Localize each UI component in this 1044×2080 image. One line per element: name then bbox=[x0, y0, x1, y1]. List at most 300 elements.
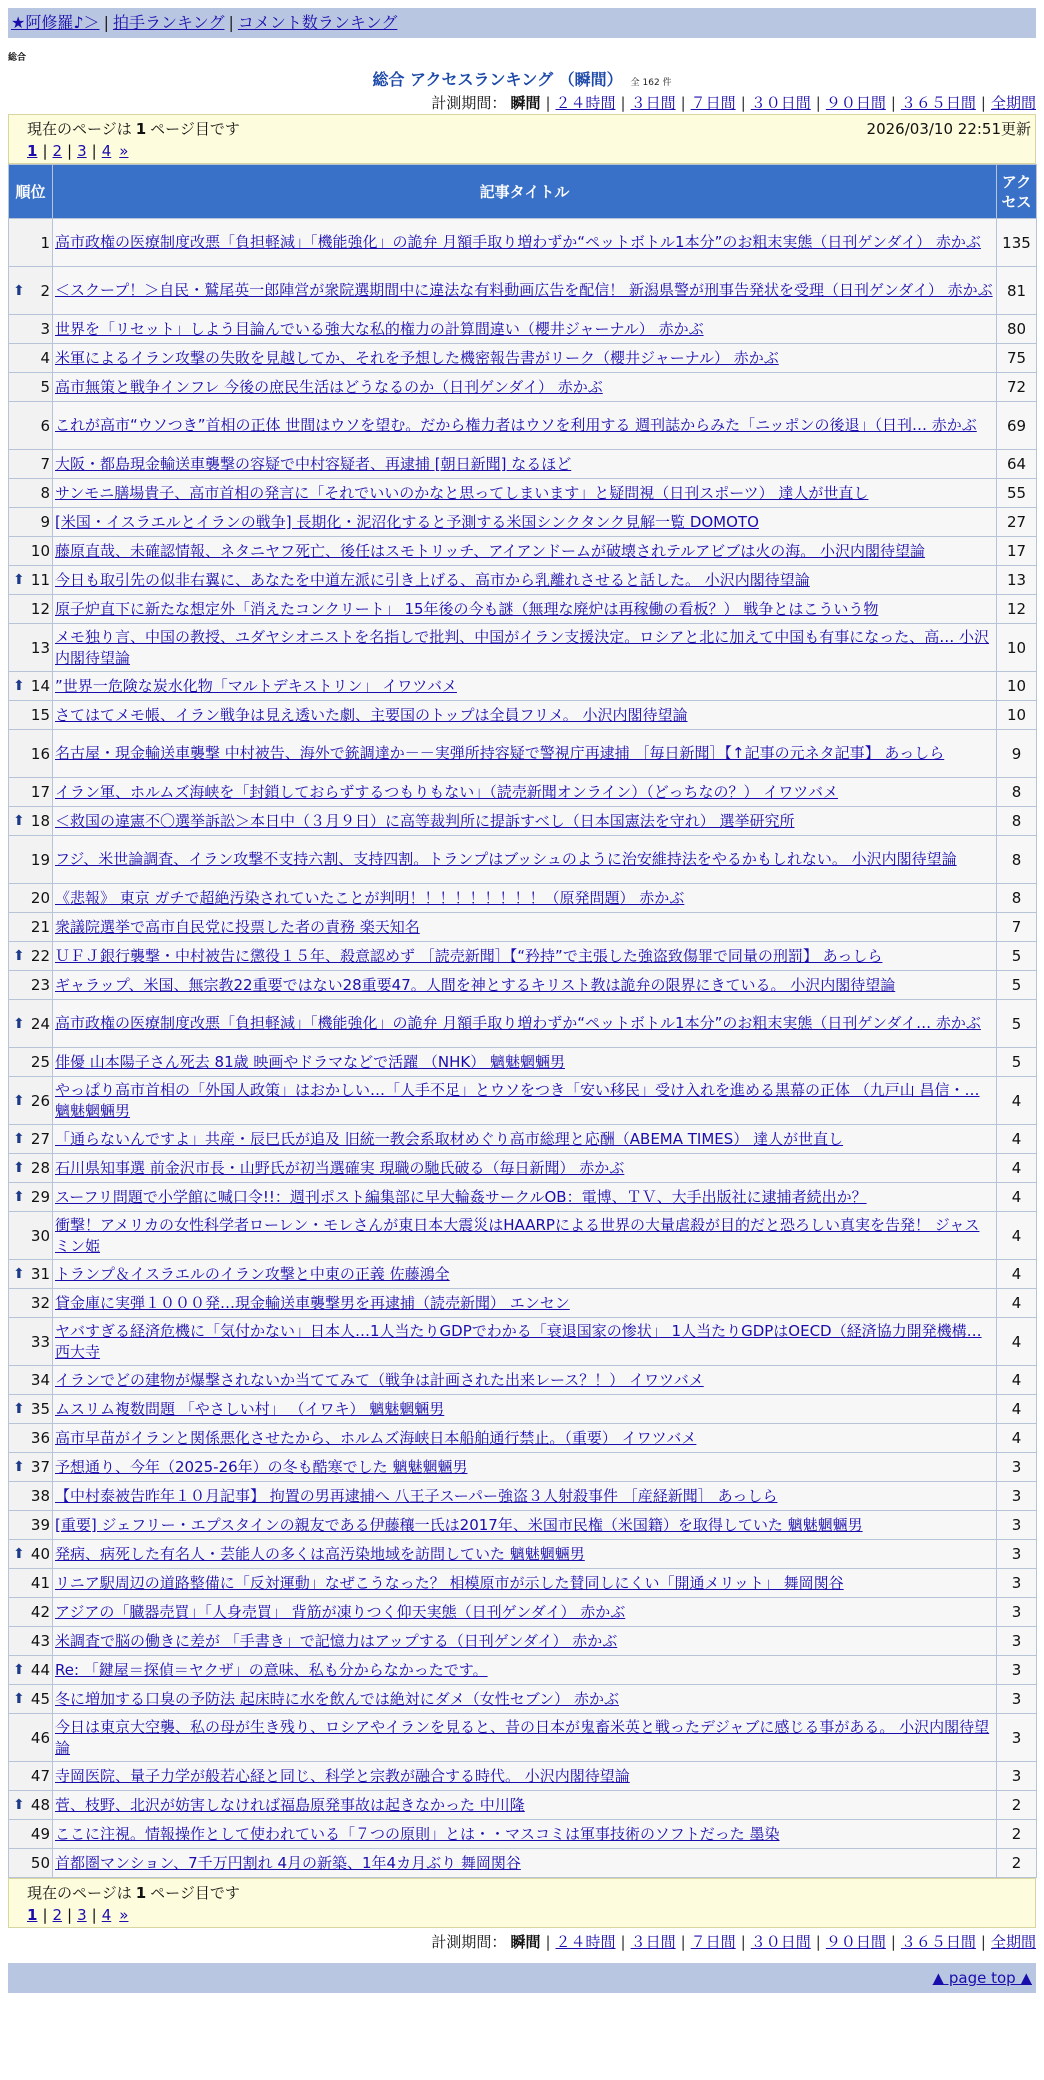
rank-cell bbox=[9, 1627, 53, 1656]
rank-up-arrow-icon: ⬆ bbox=[13, 948, 25, 964]
page-link[interactable]: 4 bbox=[101, 142, 112, 160]
article-title-link[interactable]: 首都圏マンション、7千万円割れ 4月の新築、1年4カ月ぶり 舞岡関谷 bbox=[55, 1853, 521, 1872]
title-cell bbox=[53, 1318, 997, 1366]
table-row bbox=[9, 701, 1037, 730]
home-link[interactable]: ★阿修羅♪＞ bbox=[11, 13, 100, 32]
period-link[interactable]: 全期間 bbox=[990, 94, 1036, 112]
current-page-number: 1 bbox=[135, 120, 147, 138]
article-title-link[interactable]: 高市政権の医療制度改悪「負担軽減」「機能強化」の詭弁 月額手取り増わずか“ペットボトル1本分”のお粗末実態（日刊ゲンダイ） 赤かぶ bbox=[55, 233, 981, 251]
rank-cell bbox=[9, 1849, 53, 1878]
access-count: 3 bbox=[997, 1482, 1037, 1511]
period-separator: | bbox=[545, 1933, 551, 1951]
total-count: 全 162 件 bbox=[630, 78, 672, 88]
access-count: 3 bbox=[997, 1540, 1037, 1569]
rank-cell bbox=[9, 730, 53, 778]
period-separator: | bbox=[620, 1933, 626, 1951]
article-title-link[interactable]: ギャラップ、米国、無宗教22重要ではない28重要47。人間を神とするキリスト教は詭弁の限界にきている。 小沢内閣待望論 bbox=[55, 975, 896, 994]
access-count: 3 bbox=[997, 1627, 1037, 1656]
title-cell bbox=[53, 778, 997, 807]
current-page-number: 1 bbox=[135, 1884, 147, 1902]
title-cell bbox=[53, 450, 997, 479]
rank-cell bbox=[9, 1260, 53, 1289]
access-count: 4 bbox=[997, 1424, 1037, 1453]
rank-cell bbox=[9, 942, 53, 971]
access-count: 72 bbox=[997, 373, 1037, 402]
title-cell bbox=[53, 595, 997, 624]
period-link[interactable]: ９０日間 bbox=[825, 1933, 886, 1951]
rank-number: 47 bbox=[30, 1767, 50, 1785]
rank-number: 33 bbox=[30, 1332, 50, 1351]
title-cell bbox=[53, 219, 997, 267]
rank-number: 38 bbox=[30, 1487, 50, 1505]
table-row bbox=[9, 913, 1037, 942]
rank-number: 31 bbox=[30, 1265, 50, 1283]
rank-cell bbox=[9, 807, 53, 836]
period-link[interactable]: ３０日間 bbox=[750, 1933, 811, 1951]
table-row bbox=[9, 219, 1037, 267]
access-count: 64 bbox=[997, 450, 1037, 479]
page-link[interactable]: 3 bbox=[77, 142, 87, 160]
period-link[interactable]: ３日間 bbox=[630, 1933, 676, 1951]
article-title-link[interactable]: 藤原直哉、未確認情報、ネタニヤフ死亡、後任はスモトリッチ、アイアンドームが破壊されテルアビブは火の海。 小沢内閣待望論 bbox=[55, 541, 925, 560]
access-count: 2 bbox=[997, 1849, 1037, 1878]
title-cell bbox=[53, 1714, 997, 1762]
article-title-link[interactable]: 寺岡医院、量子力学が般若心経と同じ、科学と宗教が融合する時代。 小沢内閣待望論 bbox=[55, 1766, 630, 1785]
period-separator: | bbox=[980, 94, 986, 112]
article-title-link[interactable]: メモ独り言、中国の教授、ユダヤシオニストを名指しで批判、中国がイラン支援決定。ロシアと北に加えて中国も有事になった、高… 小沢内閣待望論 bbox=[55, 627, 990, 667]
period-selector-bottom bbox=[8, 1931, 1036, 1953]
rank-cell bbox=[9, 1154, 53, 1183]
rank-cell bbox=[9, 537, 53, 566]
rank-number: 50 bbox=[30, 1854, 50, 1872]
rank-up-arrow-icon: ⬆ bbox=[13, 1160, 25, 1176]
rank-number: 10 bbox=[30, 542, 50, 560]
access-count: 9 bbox=[997, 730, 1037, 778]
period-separator: | bbox=[680, 94, 686, 112]
rank-number: 49 bbox=[30, 1825, 50, 1843]
access-count: 4 bbox=[997, 1260, 1037, 1289]
title-cell bbox=[53, 1685, 997, 1714]
rank-cell bbox=[9, 1791, 53, 1820]
article-title-link[interactable]: 石川県知事選 前金沢市長・山野氏が初当選確実 現職の馳氏破る（毎日新聞） 赤かぶ bbox=[55, 1158, 625, 1177]
article-title-link[interactable]: ヤバすぎる経済危機に「気付かない」日本人…1人当たりGDPでわかる「衰退国家の惨状」 1人当たりGDPはOECD（経済協力開発機構… 西大寺 bbox=[55, 1321, 982, 1361]
comment-ranking-link[interactable]: コメント数ランキング bbox=[237, 13, 398, 32]
rank-cell bbox=[9, 672, 53, 701]
table-row bbox=[9, 1762, 1037, 1791]
rank-up-arrow-icon: ⬆ bbox=[13, 1691, 25, 1707]
rank-cell bbox=[9, 267, 53, 315]
article-title-link[interactable]: 世界を「リセット」しよう目論んでいる強大な私的権力の計算間違い（櫻井ジャーナル） 赤かぶ bbox=[55, 319, 704, 338]
article-title-link[interactable]: Re: 「鍵屋＝探偵＝ヤクザ」の意味、私も分からなかったです。 bbox=[55, 1660, 488, 1679]
rank-up-arrow-icon: ⬆ bbox=[13, 1266, 25, 1282]
access-count: 75 bbox=[997, 344, 1037, 373]
rank-number: 8 bbox=[40, 484, 50, 502]
period-separator: | bbox=[545, 94, 551, 112]
rank-cell bbox=[9, 479, 53, 508]
access-count: 5 bbox=[997, 1000, 1037, 1048]
title-cell bbox=[53, 1395, 997, 1424]
article-title-link[interactable]: これが高市“ウソつき”首相の正体 世間はウソを望む。だから権力者はウソを利用する 週刊誌からみた「ニッポンの後退」（日刊… 赤かぶ bbox=[55, 416, 977, 434]
title-cell bbox=[53, 344, 997, 373]
access-count: 4 bbox=[997, 1154, 1037, 1183]
rank-number: 20 bbox=[30, 889, 50, 907]
article-title-link[interactable]: イランでどの建物が爆撃されないか当ててみて（戦争は計画された出来レース？！） イワツバメ bbox=[55, 1370, 704, 1389]
table-row bbox=[9, 1540, 1037, 1569]
rank-number: 23 bbox=[30, 976, 50, 994]
access-count: 4 bbox=[997, 1212, 1037, 1260]
rank-cell bbox=[9, 1212, 53, 1260]
table-row bbox=[9, 1598, 1037, 1627]
period-separator: | bbox=[890, 1933, 896, 1951]
period-current: 瞬間 bbox=[510, 1933, 541, 1951]
article-title-link[interactable]: ここに注視。情報操作として使われている「７つの原則」とは・・マスコミは軍事技術のソフトだった 墨染 bbox=[55, 1824, 780, 1843]
rank-cell bbox=[9, 1820, 53, 1849]
rank-cell bbox=[9, 1183, 53, 1212]
rank-number: 29 bbox=[30, 1188, 50, 1206]
article-title-link[interactable]: 貸金庫に実弾１０００発…現金輸送車襲撃男を再逮捕（読売新聞） エンセン bbox=[55, 1293, 570, 1312]
access-header: アクセス bbox=[997, 165, 1037, 219]
rank-cell bbox=[9, 1048, 53, 1077]
rank-number: 35 bbox=[30, 1400, 50, 1418]
access-count: 10 bbox=[997, 672, 1037, 701]
period-link[interactable]: ３６５日間 bbox=[900, 1933, 976, 1951]
rank-number: 21 bbox=[30, 918, 50, 936]
rank-cell bbox=[9, 1289, 53, 1318]
article-title-link[interactable]: ”世界一危険な炭水化物「マルトデキストリン」 イワツバメ bbox=[55, 676, 457, 695]
rank-number: 16 bbox=[30, 744, 50, 763]
rank-up-arrow-icon: ⬆ bbox=[13, 1797, 25, 1813]
rank-number: 41 bbox=[30, 1574, 50, 1592]
title-cell bbox=[53, 1183, 997, 1212]
title-cell bbox=[53, 1212, 997, 1260]
rank-up-arrow-icon: ⬆ bbox=[13, 1459, 25, 1475]
table-row bbox=[9, 1424, 1037, 1453]
rank-number: 2 bbox=[40, 281, 50, 300]
table-row bbox=[9, 1791, 1037, 1820]
article-title-link[interactable]: リニア駅周辺の道路整備に「反対運動」なぜこうなった？ 相模原市が示した賛同しにくい「開通メリット」 舞岡関谷 bbox=[55, 1573, 844, 1592]
access-count: 4 bbox=[997, 1183, 1037, 1212]
table-row bbox=[9, 730, 1037, 778]
title-cell bbox=[53, 402, 997, 450]
period-current: 瞬間 bbox=[510, 94, 541, 112]
table-row bbox=[9, 1482, 1037, 1511]
table-row bbox=[9, 344, 1037, 373]
access-count: 5 bbox=[997, 971, 1037, 1000]
rank-number: 32 bbox=[30, 1294, 50, 1312]
title-cell bbox=[53, 1849, 997, 1878]
article-title-link[interactable]: 高市政権の医療制度改悪「負担軽減」「機能強化」の詭弁 月額手取り増わずか“ペットボトル1本分”のお粗末実態（日刊ゲンダイ… 赤かぶ bbox=[55, 1014, 981, 1032]
title-cell bbox=[53, 508, 997, 537]
access-count: 4 bbox=[997, 1125, 1037, 1154]
rank-up-arrow-icon: ⬆ bbox=[13, 1015, 25, 1032]
table-row bbox=[9, 1077, 1037, 1125]
access-count: 4 bbox=[997, 1366, 1037, 1395]
page-link[interactable]: 2 bbox=[52, 1906, 63, 1924]
period-separator: | bbox=[620, 94, 626, 112]
period-link[interactable]: ７日間 bbox=[690, 94, 736, 112]
rank-number: 18 bbox=[30, 812, 50, 830]
table-row bbox=[9, 836, 1037, 884]
title-cell bbox=[53, 373, 997, 402]
period-separator: | bbox=[740, 1933, 746, 1951]
access-count: 8 bbox=[997, 884, 1037, 913]
title-cell bbox=[53, 1424, 997, 1453]
title-cell bbox=[53, 1569, 997, 1598]
period-link[interactable]: ９０日間 bbox=[825, 94, 886, 112]
table-row bbox=[9, 1849, 1037, 1878]
page-title bbox=[8, 68, 1036, 92]
rank-number: 9 bbox=[40, 513, 50, 531]
access-count: 5 bbox=[997, 1048, 1037, 1077]
article-title-link[interactable]: 発病、病死した有名人・芸能人の多くは高汚染地域を訪問していた 魑魅魍魎男 bbox=[55, 1544, 585, 1563]
period-link[interactable]: ７日間 bbox=[690, 1933, 736, 1951]
rank-cell bbox=[9, 1685, 53, 1714]
title-cell bbox=[53, 1820, 997, 1849]
page-link[interactable]: 3 bbox=[77, 1906, 87, 1924]
access-count: 13 bbox=[997, 566, 1037, 595]
category-label: 総合 bbox=[8, 53, 27, 63]
updated-timestamp: 2026/03/10 22:51更新 bbox=[866, 120, 1031, 138]
rank-cell bbox=[9, 1000, 53, 1048]
title-cell bbox=[53, 884, 997, 913]
article-title-link[interactable]: 今日は東京大空襲、私の母が生き残り、ロシアやイランを見ると、昔の日本が鬼畜米英と戦ったデジャブに感じる事がある。 小沢内閣待望論 bbox=[55, 1717, 990, 1757]
rank-number: 11 bbox=[30, 571, 50, 589]
rank-cell bbox=[9, 971, 53, 1000]
access-count: 3 bbox=[997, 1762, 1037, 1791]
rank-number: 15 bbox=[30, 706, 50, 724]
rank-number: 7 bbox=[40, 455, 50, 473]
article-title-link[interactable]: 今日も取引先の似非右翼に、あなたを中道左派に引き上げる、高市から乳離れさせると話した。 小沢内閣待望論 bbox=[55, 570, 810, 589]
title-cell bbox=[53, 1598, 997, 1627]
rank-cell bbox=[9, 1656, 53, 1685]
article-title-link[interactable]: 名古屋・現金輸送車襲撃 中村被告、海外で銃調達か－－実弾所持容疑で警視庁再逮捕 ［毎日新聞］【↑記事の元ネタ記事】 あっしら bbox=[55, 744, 945, 762]
article-title-link[interactable]: 冬に増加する口臭の予防法 起床時に水を飲んでは絶対にダメ（女性セブン） 赤かぶ bbox=[55, 1689, 619, 1708]
table-row bbox=[9, 1048, 1037, 1077]
period-label: 計測期間： bbox=[431, 94, 507, 112]
rank-number: 14 bbox=[30, 677, 50, 695]
title-cell bbox=[53, 624, 997, 672]
article-title-link[interactable]: ＜救国の違憲不〇選挙訴訟＞本日中（３月９日）に高等裁判所に提訴すべし（日本国憲法を守れ） 選挙研究所 bbox=[55, 811, 795, 830]
pagination-separator: | bbox=[67, 1906, 73, 1924]
period-link[interactable]: ２４時間 bbox=[555, 94, 616, 112]
table-row bbox=[9, 1183, 1037, 1212]
article-title-link[interactable]: 高市早苗がイランと関係悪化させたから、ホルムズ海峡日本船舶通行禁止。（重要） イワツバメ bbox=[55, 1428, 697, 1447]
article-title-link[interactable]: スーフリ問題で小学館に喊口令!!：週刊ポスト編集部に早大輪姦サークルOB：電博、ＴＶ、大手出版社に逮捕者続出か？ bbox=[55, 1187, 867, 1206]
article-title-link[interactable]: 俳優 山本陽子さん死去 81歳 映画やドラマなどで活躍 （NHK） 魑魅魍魎男 bbox=[55, 1052, 565, 1071]
nav-separator: | bbox=[103, 13, 109, 32]
table-row bbox=[9, 595, 1037, 624]
rank-cell bbox=[9, 884, 53, 913]
title-cell bbox=[53, 1077, 997, 1125]
clap-ranking-link[interactable]: 拍手ランキング bbox=[112, 13, 225, 32]
rank-number: 45 bbox=[30, 1690, 50, 1708]
title-cell bbox=[53, 1154, 997, 1183]
article-title-link[interactable]: 米調査で脳の働きに差が 「手書き」で記憶力はアップする（日刊ゲンダイ） 赤かぶ bbox=[55, 1631, 618, 1650]
rank-up-arrow-icon: ⬆ bbox=[13, 572, 25, 588]
access-count: 8 bbox=[997, 807, 1037, 836]
table-row bbox=[9, 624, 1037, 672]
article-title-link[interactable]: イラン軍、ホルムズ海峡を「封鎖しておらずするつもりもない」（読売新聞オンライン）（どっちなの？） イワツバメ bbox=[55, 782, 838, 801]
rank-number: 34 bbox=[30, 1371, 50, 1389]
table-row bbox=[9, 450, 1037, 479]
article-title-link[interactable]: ムスリム複数問題 「やさしい村」 （イワキ） 魑魅魍魎男 bbox=[55, 1399, 445, 1418]
rank-up-arrow-icon: ⬆ bbox=[13, 1092, 25, 1109]
rank-cell bbox=[9, 315, 53, 344]
rank-cell bbox=[9, 1714, 53, 1762]
article-title-link[interactable]: [重要] ジェフリー・エプスタインの親友である伊藤穰一氏は2017年、米国市民権（米国籍）を取得していた 魑魅魍魎男 bbox=[55, 1515, 863, 1534]
rank-number: 40 bbox=[30, 1545, 50, 1563]
rank-cell bbox=[9, 1318, 53, 1366]
rank-number: 4 bbox=[40, 349, 50, 367]
table-row bbox=[9, 1366, 1037, 1395]
article-title-link[interactable]: さてはてメモ帳、イラン戦争は見え透いた劇、主要国のトップは全員フリメ。 小沢内閣待望論 bbox=[55, 705, 688, 724]
title-cell bbox=[53, 537, 997, 566]
rank-up-arrow-icon: ⬆ bbox=[13, 813, 25, 829]
rank-cell bbox=[9, 595, 53, 624]
access-count: 80 bbox=[997, 315, 1037, 344]
period-link[interactable]: ３０日間 bbox=[750, 94, 811, 112]
article-title-link[interactable]: ＜スクープ！＞自民・鷲尾英一郎陣営が衆院選期間中に違法な有料動画広告を配信！ 新潟県警が刑事告発状を受理（日刊ゲンダイ） 赤かぶ bbox=[55, 281, 993, 299]
access-count: 2 bbox=[997, 1791, 1037, 1820]
rank-up-arrow-icon: ⬆ bbox=[13, 1662, 25, 1678]
next-page-link[interactable]: » bbox=[119, 142, 129, 160]
period-separator: | bbox=[980, 1933, 986, 1951]
article-title-link[interactable]: 菅、枝野、北沢が妨害しなければ福島原発事故は起きなかった 中川隆 bbox=[55, 1795, 525, 1814]
table-row bbox=[9, 1212, 1037, 1260]
rank-number: 28 bbox=[30, 1159, 50, 1177]
rank-number: 30 bbox=[30, 1226, 50, 1245]
rank-cell bbox=[9, 1424, 53, 1453]
access-count: 4 bbox=[997, 1395, 1037, 1424]
article-title-link[interactable]: 衝撃！アメリカの女性科学者ローレン・モレさんが東日本大震災はHAARPによる世界の大量虐殺が目的だと恐ろしい真実を告発！ ジャスミン姫 bbox=[55, 1215, 980, 1255]
rank-cell bbox=[9, 1540, 53, 1569]
period-separator: | bbox=[815, 94, 821, 112]
pagination-separator: | bbox=[91, 1906, 97, 1924]
table-row bbox=[9, 672, 1037, 701]
pagination-separator: | bbox=[42, 1906, 48, 1924]
access-count: 2 bbox=[997, 1820, 1037, 1849]
article-title-link[interactable]: やっぱり高市首相の「外国人政策」はおかしい…「人手不足」とウソをつき「安い移民」受け入れを進める黒幕の正体 （九戸山 昌信・… 魑魅魍魎男 bbox=[55, 1080, 980, 1120]
table-row bbox=[9, 971, 1037, 1000]
article-title-link[interactable]: アジアの「臓器売買」「人身売買」 背筋が凍りつく仰天実態（日刊ゲンダイ） 赤かぶ bbox=[55, 1602, 626, 1621]
period-link[interactable]: ２４時間 bbox=[555, 1933, 616, 1951]
table-row bbox=[9, 402, 1037, 450]
access-count: 3 bbox=[997, 1453, 1037, 1482]
title-cell bbox=[53, 566, 997, 595]
page-top-link[interactable]: ▲ page top ▲ bbox=[932, 1969, 1032, 1987]
access-count: 5 bbox=[997, 942, 1037, 971]
article-title-link[interactable]: 衆議院選挙で高市自民党に投票した者の責務 楽天知名 bbox=[55, 917, 420, 936]
page-link-current[interactable]: 1 bbox=[27, 1906, 38, 1924]
rank-number: 36 bbox=[30, 1429, 50, 1447]
period-separator: | bbox=[890, 94, 896, 112]
rank-cell bbox=[9, 1598, 53, 1627]
access-count: 135 bbox=[997, 219, 1037, 267]
rank-cell bbox=[9, 1453, 53, 1482]
access-count: 10 bbox=[997, 624, 1037, 672]
title-cell bbox=[53, 315, 997, 344]
page-link[interactable]: 2 bbox=[52, 142, 63, 160]
period-link[interactable]: ３日間 bbox=[630, 94, 676, 112]
access-count: 3 bbox=[997, 1511, 1037, 1540]
rank-number: 3 bbox=[40, 320, 50, 338]
rank-cell bbox=[9, 373, 53, 402]
article-title-link[interactable]: [米国・イスラエルとイランの戦争] 長期化・泥沼化すると予測する米国シンクタンク見解一覧 DOMOTO bbox=[55, 512, 759, 531]
access-count: 27 bbox=[997, 508, 1037, 537]
pagination bbox=[27, 140, 1035, 162]
access-count: 7 bbox=[997, 913, 1037, 942]
article-title-link[interactable]: ＵＦＪ銀行襲撃・中村被告に懲役１５年、殺意認めず ［読売新聞］【“矜持”で主張した強盗致傷罪で同量の刑罰】 あっしら bbox=[55, 946, 883, 965]
rank-number: 43 bbox=[30, 1632, 50, 1650]
rank-cell bbox=[9, 508, 53, 537]
article-title-link[interactable]: トランプ＆イスラエルのイラン攻撃と中東の正義 佐藤鴻全 bbox=[55, 1264, 450, 1283]
rank-number: 17 bbox=[30, 783, 50, 801]
rank-cell bbox=[9, 1125, 53, 1154]
rank-cell bbox=[9, 1511, 53, 1540]
table-row bbox=[9, 1511, 1037, 1540]
rank-number: 6 bbox=[40, 416, 50, 435]
period-selector-top bbox=[8, 92, 1036, 114]
article-title-link[interactable]: フジ、米世論調査、イラン攻撃不支持六割、支持四割。トランプはブッシュのように治安維持法をやるかもしれない。 小沢内閣待望論 bbox=[55, 850, 957, 868]
ranking-table bbox=[8, 164, 1037, 1878]
rank-cell bbox=[9, 624, 53, 672]
table-row bbox=[9, 942, 1037, 971]
article-title-link[interactable]: 原子炉直下に新たな想定外「消えたコンクリート」 15年後の今も謎（無理な廃炉は再稼働の看板？） 戦争とはこういう物 bbox=[55, 599, 879, 618]
article-title-link[interactable]: 「通らないんですよ」共産・辰巳氏が追及 旧統一教会系取材めぐり高市総理と応酬（ABEMA TIMES） 達人が世直し bbox=[55, 1129, 844, 1148]
title-cell bbox=[53, 1482, 997, 1511]
article-title-link[interactable]: 米軍によるイラン攻撃の失敗を見越してか、それを予想した機密報告書がリーク（櫻井ジャーナル） 赤かぶ bbox=[55, 348, 779, 367]
page-link[interactable]: 4 bbox=[101, 1906, 112, 1924]
article-title-link[interactable]: 高市無策と戦争インフレ 今後の庶民生活はどうなるのか（日刊ゲンダイ） 赤かぶ bbox=[55, 377, 603, 396]
title-cell bbox=[53, 1511, 997, 1540]
period-link[interactable]: 全期間 bbox=[990, 1933, 1036, 1951]
pagination-separator: | bbox=[42, 142, 48, 160]
article-title-link[interactable]: 大阪・都島現金輸送車襲撃の容疑で中村容疑者、再逮捕 [朝日新聞] なるほど bbox=[55, 454, 572, 473]
rank-up-arrow-icon: ⬆ bbox=[13, 282, 25, 299]
period-label: 計測期間： bbox=[431, 1933, 507, 1951]
table-row bbox=[9, 479, 1037, 508]
top-navigation bbox=[8, 8, 1036, 38]
period-link[interactable]: ３６５日間 bbox=[900, 94, 976, 112]
title-cell bbox=[53, 971, 997, 1000]
article-title-link[interactable]: 《悲報》 東京 ガチで超絶汚染されていたことが判明！！！！！！！！！（原発問題） 赤かぶ bbox=[55, 888, 685, 907]
rank-cell bbox=[9, 402, 53, 450]
table-row bbox=[9, 1820, 1037, 1849]
table-row bbox=[9, 373, 1037, 402]
access-count: 8 bbox=[997, 836, 1037, 884]
page-link-current[interactable]: 1 bbox=[27, 142, 38, 160]
rank-cell bbox=[9, 836, 53, 884]
rank-number: 27 bbox=[30, 1130, 50, 1148]
rank-number: 37 bbox=[30, 1458, 50, 1476]
access-count: 55 bbox=[997, 479, 1037, 508]
article-title-link[interactable]: 予想通り、今年（2025-26年）の冬も酷寒でした 魑魅魍魎男 bbox=[55, 1457, 468, 1476]
title-cell bbox=[53, 1453, 997, 1482]
title-cell bbox=[53, 1366, 997, 1395]
article-title-link[interactable]: サンモニ膳場貴子、高市首相の発言に「それでいいのかなと思ってしまいます」と疑問視（日刊スポーツ） 達人が世直し bbox=[55, 483, 869, 502]
article-title-link[interactable]: 【中村泰被告昨年１０月記事】 拘置の男再逮捕へ 八王子スーパー強盗３人射殺事件 ［産経新聞］ あっしら bbox=[55, 1486, 778, 1505]
ranking-title: 総合 アクセスランキング （瞬間） bbox=[372, 70, 623, 89]
pagination-separator: | bbox=[67, 142, 73, 160]
access-count: 81 bbox=[997, 267, 1037, 315]
rank-cell bbox=[9, 566, 53, 595]
next-page-link[interactable]: » bbox=[119, 1906, 129, 1924]
rank-cell bbox=[9, 913, 53, 942]
title-cell bbox=[53, 701, 997, 730]
rank-number: 39 bbox=[30, 1516, 50, 1534]
current-page-text bbox=[27, 1882, 1035, 1904]
title-cell bbox=[53, 1627, 997, 1656]
